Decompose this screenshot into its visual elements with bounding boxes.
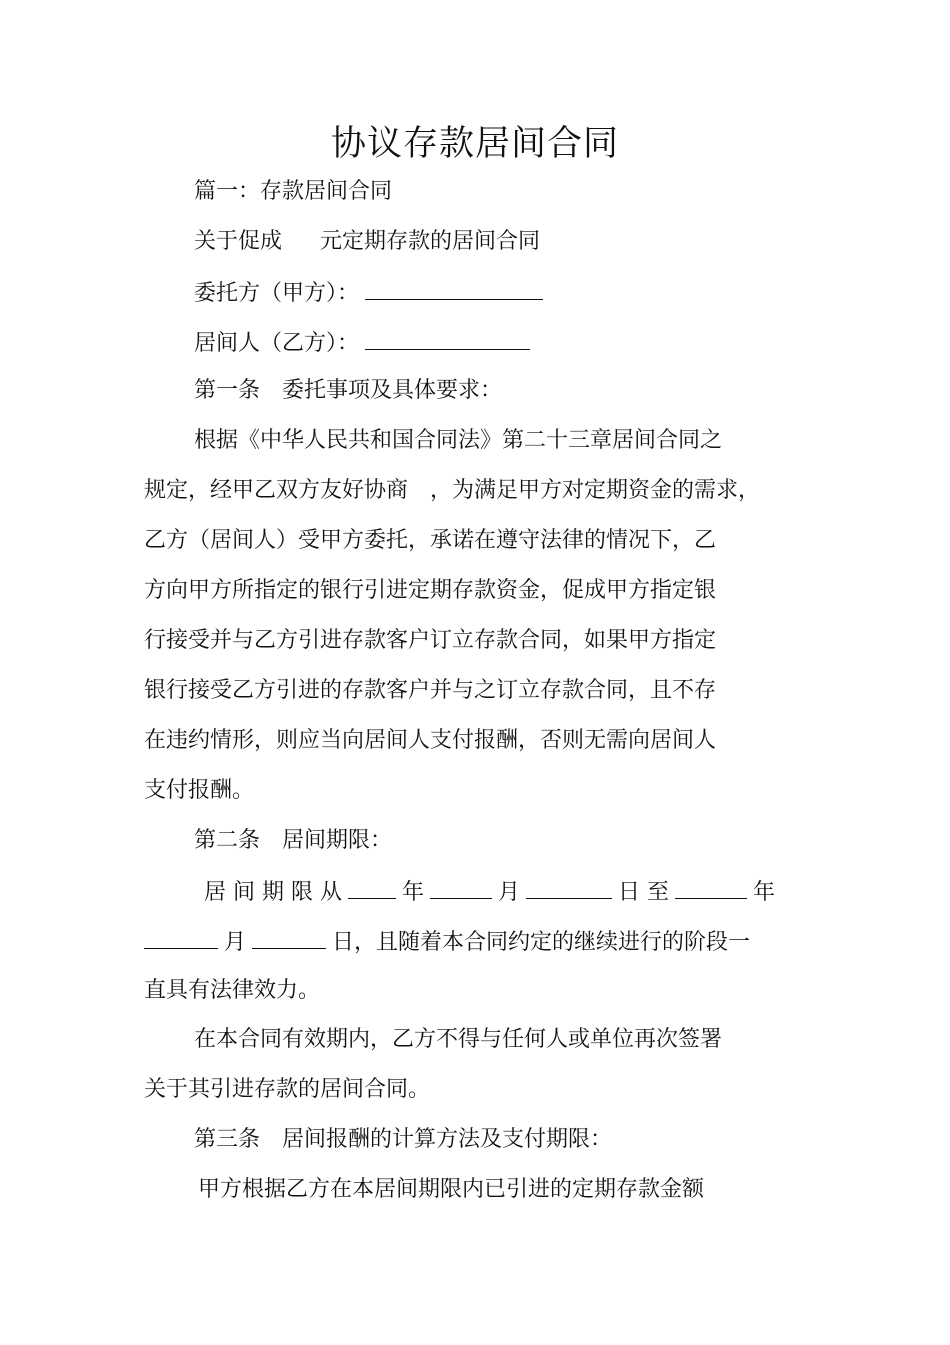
end-day-blank [252,926,326,949]
start-month-blank [430,876,492,899]
term-prefix: 居 间 期 限 从 [204,880,342,905]
intro-suffix: 元定期存款的居间合同 [320,229,541,254]
term-line-1 [204,876,775,908]
article1-line: 乙方（居间人）受甲方委托，承诺在遵守法律的情况下，乙 [144,528,717,553]
party-b-blank [365,327,530,350]
end-month-blank [144,926,218,949]
party-a-blank [365,277,543,300]
start-year-label: 年 [401,880,424,905]
article1-line: 方向甲方所指定的银行引进定期存款资金，促成甲方指定银 [144,578,717,603]
document-title: 协议存款居间合同 [330,124,619,164]
start-day-blank [526,876,612,899]
end-day-text: 日，且随着本合同约定的继续进行的阶段一 [332,930,751,955]
start-year-blank [348,876,396,899]
article1-line: 规定，经甲乙双方友好协商 ，为满足甲方对定期资金的需求， [144,478,761,503]
article2-para2-line: 关于其引进存款的居间合同。 [144,1077,431,1102]
end-month-label: 月 [224,930,247,955]
party-a-line [194,277,549,309]
party-a-label: 委托方（甲方）： [194,281,360,306]
article1-heading: 第一条 委托事项及具体要求： [194,378,503,403]
document-subtitle: 篇一：存款居间合同 [194,179,393,204]
start-day-label: 日 至 [618,880,670,905]
end-year-label: 年 [753,880,776,905]
article1-line: 在违约情形，则应当向居间人支付报酬，否则无需向居间人 [144,728,717,753]
article3-heading: 第三条 居间报酬的计算方法及支付期限： [194,1127,613,1152]
party-b-line [194,327,536,359]
start-month-label: 月 [498,880,521,905]
article1-line: 根据《中华人民共和国合同法》第二十三章居间合同之 [194,428,723,453]
intro-line [194,227,540,257]
term-line-2 [144,926,750,958]
article2-para2-line: 在本合同有效期内，乙方不得与任何人或单位再次签署 [194,1027,723,1052]
end-year-blank [675,876,747,899]
party-b-label: 居间人（乙方）： [194,331,360,356]
article2-heading: 第二条 居间期限： [194,828,393,853]
article3-line: 甲方根据乙方在本居间期限内已引进的定期存款金额 [198,1177,705,1202]
article1-line: 行接受并与乙方引进存款客户订立存款合同，如果甲方指定 [144,628,717,653]
term-line-3: 直具有法律效力。 [144,978,321,1003]
intro-prefix: 关于促成 [194,229,283,254]
article1-line: 银行接受乙方引进的存款客户并与之订立存款合同，且不存 [144,678,717,703]
article1-line: 支付报酬。 [144,778,255,803]
